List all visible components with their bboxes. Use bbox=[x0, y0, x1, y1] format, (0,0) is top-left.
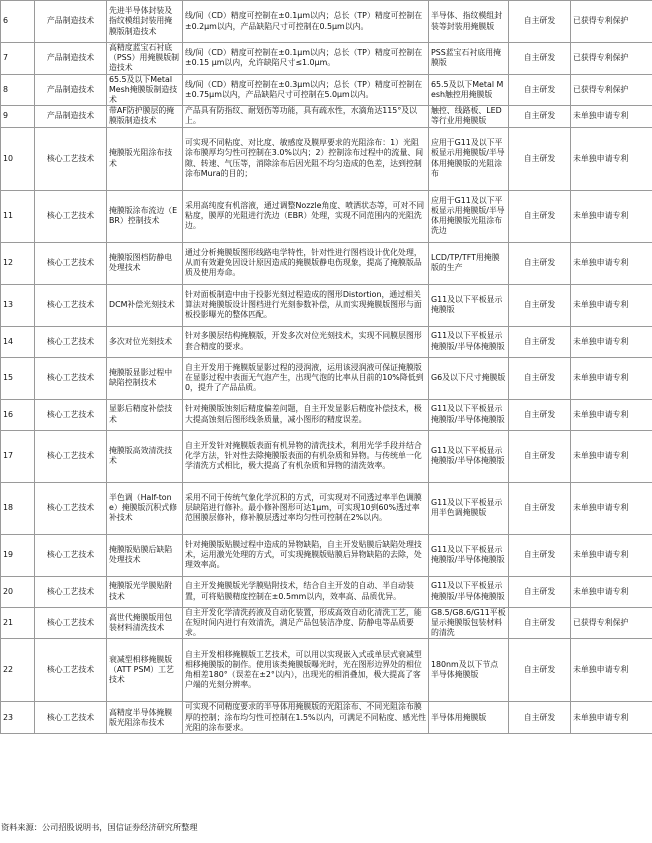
table-body bbox=[1, 1, 652, 734]
source-cell: 自主研发 bbox=[509, 127, 571, 190]
application-cell: G11及以下平板显示掩膜版/半导体掩膜版 bbox=[429, 576, 509, 607]
source-note: 资料来源：公司招股说明书，国信证券经济研究所整理 bbox=[1, 822, 198, 832]
description-cell: 线/间（CD）精度可控制在±0.3μm以内；总长（TP）精度可控制在±0.75μm以内，产品缺陷尺寸可控制在5.0μm以内。 bbox=[183, 74, 429, 106]
row-number: 7 bbox=[1, 43, 35, 75]
protection-status-cell: 未单独申请专利 bbox=[571, 106, 652, 127]
table-row bbox=[1, 576, 652, 607]
description-cell: 采用高纯度有机溶液，通过调整Nozzle角度、喷洒状态等，可对不同粘度，膜厚的光阻进行洗边（EBR）处理，实现不同范围内的光阻洗边。 bbox=[183, 190, 429, 242]
protection-status-cell: 未单独申请专利 bbox=[571, 284, 652, 326]
protection-status-cell: 未单独申请专利 bbox=[571, 534, 652, 576]
technology-name-cell: 高精度半导体掩膜版光阻涂布技术 bbox=[107, 702, 183, 734]
source-cell: 自主研发 bbox=[509, 74, 571, 106]
description-cell: 可实现不同粘度、对比度、敏感度及膜厚要求的光阻涂布：1）光阻涂布膜厚均匀性可控制在3.0%以内；2）控制涂布过程中的流量、间隙、转速、气压等，消除涂布后因光阻不均匀造成的色差，达到控制涂布Mura的目的； bbox=[183, 127, 429, 190]
row-number: 21 bbox=[1, 607, 35, 639]
application-cell: G8.5/G8.6/G11平板显示掩膜版包装材料的清洗 bbox=[429, 607, 509, 639]
category-cell: 产品制造技术 bbox=[35, 74, 107, 106]
protection-status-cell: 未单独申请专利 bbox=[571, 127, 652, 190]
category-cell: 产品制造技术 bbox=[35, 106, 107, 127]
table-row bbox=[1, 74, 652, 106]
row-number: 14 bbox=[1, 326, 35, 357]
description-cell: 线/间（CD）精度可控制在±0.1μm以内；总长（TP）精度可控制在±0.15 μm以内，允许缺陷尺寸≤1.0μm。 bbox=[183, 43, 429, 75]
application-cell: G11及以下平板显示掩膜版 bbox=[429, 284, 509, 326]
category-cell: 核心工艺技术 bbox=[35, 534, 107, 576]
category-cell: 核心工艺技术 bbox=[35, 607, 107, 639]
table-row bbox=[1, 399, 652, 430]
protection-status-cell: 未单独申请专利 bbox=[571, 576, 652, 607]
source-cell: 自主研发 bbox=[509, 576, 571, 607]
source-cell: 自主研发 bbox=[509, 106, 571, 127]
application-cell: 180nm及以下节点半导体掩膜版 bbox=[429, 639, 509, 702]
category-cell: 核心工艺技术 bbox=[35, 702, 107, 734]
description-cell: 线/间（CD）精度可控制在±0.1μm以内；总长（TP）精度可控制在±0.2μm以内，产品缺陷尺寸可控制在0.5μm以内。 bbox=[183, 1, 429, 43]
category-cell: 核心工艺技术 bbox=[35, 430, 107, 482]
category-cell: 核心工艺技术 bbox=[35, 357, 107, 399]
technology-name-cell: 掩膜版涂布流边（EBR）控制技术 bbox=[107, 190, 183, 242]
row-number: 11 bbox=[1, 190, 35, 242]
row-number: 8 bbox=[1, 74, 35, 106]
description-cell: 针对掩膜版蚀刻后精度偏差问题，自主开发显影后精度补偿技术，极大提高蚀刻后图形线条质量，减小图形的精度误差。 bbox=[183, 399, 429, 430]
source-cell: 自主研发 bbox=[509, 326, 571, 357]
table-row bbox=[1, 534, 652, 576]
application-cell: 65.5及以下Metal Mesh触控用掩膜版 bbox=[429, 74, 509, 106]
technology-name-cell: 65.5及以下Metal Mesh掩膜版制造技术 bbox=[107, 74, 183, 106]
category-cell: 核心工艺技术 bbox=[35, 127, 107, 190]
description-cell: 针对掩膜版贴膜过程中造成的异物缺陷，自主开发贴膜后缺陷处理技术，运用激光处理的方式，可实现掩膜版贴膜后异物缺陷的去除，处理效率高。 bbox=[183, 534, 429, 576]
source-cell: 自主研发 bbox=[509, 702, 571, 734]
category-cell: 核心工艺技术 bbox=[35, 190, 107, 242]
table-row bbox=[1, 1, 652, 43]
row-number: 20 bbox=[1, 576, 35, 607]
source-cell: 自主研发 bbox=[509, 1, 571, 43]
protection-status-cell: 未单独申请专利 bbox=[571, 399, 652, 430]
source-cell: 自主研发 bbox=[509, 43, 571, 75]
technology-name-cell: 半色调（Half-tone）掩膜版沉积式修补技术 bbox=[107, 482, 183, 534]
protection-status-cell: 未单独申请专利 bbox=[571, 326, 652, 357]
description-cell: 自主开发相移掩膜版工艺技术，可以用以实现嵌入式或单层式衰减型相移掩膜版的制作。使用该类掩膜版曝光时，光在图形边界处的相位角相差180°（误差在±2°以内），出现光的相消叠加，极大提高了客户端的光刻分辨率。 bbox=[183, 639, 429, 702]
source-cell: 自主研发 bbox=[509, 607, 571, 639]
protection-status-cell: 未单独申请专利 bbox=[571, 430, 652, 482]
application-cell: PSS蓝宝石衬底用掩膜版 bbox=[429, 43, 509, 75]
table-row bbox=[1, 190, 652, 242]
row-number: 12 bbox=[1, 242, 35, 284]
application-cell: G11及以下平板显示掩膜版/半导体掩膜版 bbox=[429, 430, 509, 482]
category-cell: 核心工艺技术 bbox=[35, 576, 107, 607]
source-cell: 自主研发 bbox=[509, 639, 571, 702]
category-cell: 核心工艺技术 bbox=[35, 326, 107, 357]
row-number: 15 bbox=[1, 357, 35, 399]
technology-name-cell: 掩膜版光学膜贴附技术 bbox=[107, 576, 183, 607]
technology-name-cell: 掩膜版高效清洗技术 bbox=[107, 430, 183, 482]
application-cell: 半导体、指纹模组封装等封装用掩膜版 bbox=[429, 1, 509, 43]
table-row bbox=[1, 326, 652, 357]
protection-status-cell: 未单独申请专利 bbox=[571, 357, 652, 399]
application-cell: G11及以下平板显示掩膜版/半导体掩膜版 bbox=[429, 534, 509, 576]
row-number: 22 bbox=[1, 639, 35, 702]
technology-name-cell: 带AF防护膜层的掩膜版制造技术 bbox=[107, 106, 183, 127]
application-cell: 应用于G11及以下平板显示用掩膜版/半导体用掩膜版的光阻涂布 bbox=[429, 127, 509, 190]
application-cell: LCD/TP/TFT用掩膜版的生产 bbox=[429, 242, 509, 284]
protection-status-cell: 已获得专利保护 bbox=[571, 1, 652, 43]
protection-status-cell: 未单独申请专利 bbox=[571, 242, 652, 284]
source-cell: 自主研发 bbox=[509, 399, 571, 430]
description-cell: 针对多膜层结构掩膜版，开发多次对位光刻技术，实现不同膜层图形套合精度的要求。 bbox=[183, 326, 429, 357]
technology-name-cell: 显影后精度补偿技术 bbox=[107, 399, 183, 430]
category-cell: 产品制造技术 bbox=[35, 1, 107, 43]
application-cell: 触控、线路板、LED等行业用掩膜版 bbox=[429, 106, 509, 127]
table-row bbox=[1, 127, 652, 190]
description-cell: 自主开发用于掩膜版显影过程的浸润液，运用该浸润液可保证掩膜版在显影过程中表面无气泡产生，出现气泡的比率从目前的10%降低到0，提升了产品品质。 bbox=[183, 357, 429, 399]
source-cell: 自主研发 bbox=[509, 534, 571, 576]
source-cell: 自主研发 bbox=[509, 430, 571, 482]
technology-name-cell: 多次对位光刻技术 bbox=[107, 326, 183, 357]
row-number: 17 bbox=[1, 430, 35, 482]
category-cell: 核心工艺技术 bbox=[35, 242, 107, 284]
application-cell: G11及以下平板显示掩膜版/半导体掩膜版 bbox=[429, 326, 509, 357]
technology-name-cell: 高精度蓝宝石衬底（PSS）用掩膜版制造技术 bbox=[107, 43, 183, 75]
description-cell: 通过分析掩膜版图形线路电学特性，针对性进行图档设计优化处理，从而有效避免因设计原因造成的掩膜版静电伤现象，提高了掩膜版品质及使用寿命。 bbox=[183, 242, 429, 284]
source-cell: 自主研发 bbox=[509, 482, 571, 534]
application-cell: G6及以下尺寸掩膜版 bbox=[429, 357, 509, 399]
source-cell: 自主研发 bbox=[509, 284, 571, 326]
category-cell: 核心工艺技术 bbox=[35, 284, 107, 326]
description-cell: 可实现不同精度要求的半导体用掩膜版的光阻涂布、不同光阻涂布膜厚的控制；涂布均匀性可控制在1.5%以内，可满足不同粘度、感光性光阻的涂布要求。 bbox=[183, 702, 429, 734]
table-row bbox=[1, 43, 652, 75]
table-row bbox=[1, 242, 652, 284]
description-cell: 自主开发针对掩膜版表面有机异物的清洗技术，利用光学手段并结合化学方法，针对性去除掩膜版表面的有机杂质和异物。与传统单一化学清洗方式相比，极大提高了有机杂质和异物的清洗效率。 bbox=[183, 430, 429, 482]
table-row bbox=[1, 357, 652, 399]
technology-name-cell: 掩膜版光阻涂布技术 bbox=[107, 127, 183, 190]
application-cell: 应用于G11及以下平板显示用掩膜版/半导体用掩膜版光阻涂布洗边 bbox=[429, 190, 509, 242]
protection-status-cell: 已获得专利保护 bbox=[571, 74, 652, 106]
technology-name-cell: 掩膜版图档防静电处理技术 bbox=[107, 242, 183, 284]
category-cell: 核心工艺技术 bbox=[35, 482, 107, 534]
protection-status-cell: 未单独申请专利 bbox=[571, 702, 652, 734]
description-cell: 自主开发化学清洗药液及自动化装置，形成高效自动化清洗工艺，能在短时间内进行有效清洗，满足产品包装洁净度、防静电等品质要求。 bbox=[183, 607, 429, 639]
application-cell: G11及以下平板显示掩膜版/半导体掩膜版 bbox=[429, 399, 509, 430]
row-number: 19 bbox=[1, 534, 35, 576]
protection-status-cell: 已获得专利保护 bbox=[571, 607, 652, 639]
description-cell: 针对面板制造中由于投影光刻过程造成的图形Distortion，通过相关算法对掩膜版设计图档进行光刻参数补偿，从而实现掩膜版图形与面板投影曝光的整体匹配。 bbox=[183, 284, 429, 326]
protection-status-cell: 未单独申请专利 bbox=[571, 482, 652, 534]
table-row bbox=[1, 284, 652, 326]
source-cell: 自主研发 bbox=[509, 242, 571, 284]
source-cell: 自主研发 bbox=[509, 190, 571, 242]
description-cell: 采用不同于传统气象化学沉积的方式，可实现对不同透过率半色调膜层缺陷进行修补。最小修补图形可达1μm，可实现10到60%透过率范围膜层修补，修补膜层透过率均匀性可控制在2%以内。 bbox=[183, 482, 429, 534]
row-number: 23 bbox=[1, 702, 35, 734]
protection-status-cell: 未单独申请专利 bbox=[571, 639, 652, 702]
category-cell: 核心工艺技术 bbox=[35, 399, 107, 430]
description-cell: 自主开发掩膜版光学膜贴附技术，结合自主开发的自动、半自动装置，可将贴膜精度控制在±0.5mm以内，效率高、品质优异。 bbox=[183, 576, 429, 607]
protection-status-cell: 已获得专利保护 bbox=[571, 43, 652, 75]
row-number: 18 bbox=[1, 482, 35, 534]
row-number: 13 bbox=[1, 284, 35, 326]
description-cell: 产品具有防指纹、耐划伤等功能，具有疏水性，水滴角达115°及以上。 bbox=[183, 106, 429, 127]
table-row bbox=[1, 482, 652, 534]
application-cell: G11及以下平板显示用半色调掩膜版 bbox=[429, 482, 509, 534]
protection-status-cell: 未单独申请专利 bbox=[571, 190, 652, 242]
technology-name-cell: DCM补偿光刻技术 bbox=[107, 284, 183, 326]
row-number: 10 bbox=[1, 127, 35, 190]
row-number: 16 bbox=[1, 399, 35, 430]
category-cell: 产品制造技术 bbox=[35, 43, 107, 75]
table-row bbox=[1, 639, 652, 702]
table-row bbox=[1, 106, 652, 127]
technology-name-cell: 掩膜版贴膜后缺陷处理技术 bbox=[107, 534, 183, 576]
source-cell: 自主研发 bbox=[509, 357, 571, 399]
table-row bbox=[1, 702, 652, 734]
technology-name-cell: 先进半导体封装及指纹模组封装用掩膜版制造技术 bbox=[107, 1, 183, 43]
category-cell: 核心工艺技术 bbox=[35, 639, 107, 702]
row-number: 9 bbox=[1, 106, 35, 127]
row-number: 6 bbox=[1, 1, 35, 43]
technology-name-cell: 高世代掩膜版用包装材料清洗技术 bbox=[107, 607, 183, 639]
table-row bbox=[1, 430, 652, 482]
technology-name-cell: 掩膜版显影过程中缺陷控制技术 bbox=[107, 357, 183, 399]
application-cell: 半导体用掩膜版 bbox=[429, 702, 509, 734]
technology-name-cell: 衰减型相移掩膜版（ATT PSM）工艺技术 bbox=[107, 639, 183, 702]
table-row bbox=[1, 607, 652, 639]
